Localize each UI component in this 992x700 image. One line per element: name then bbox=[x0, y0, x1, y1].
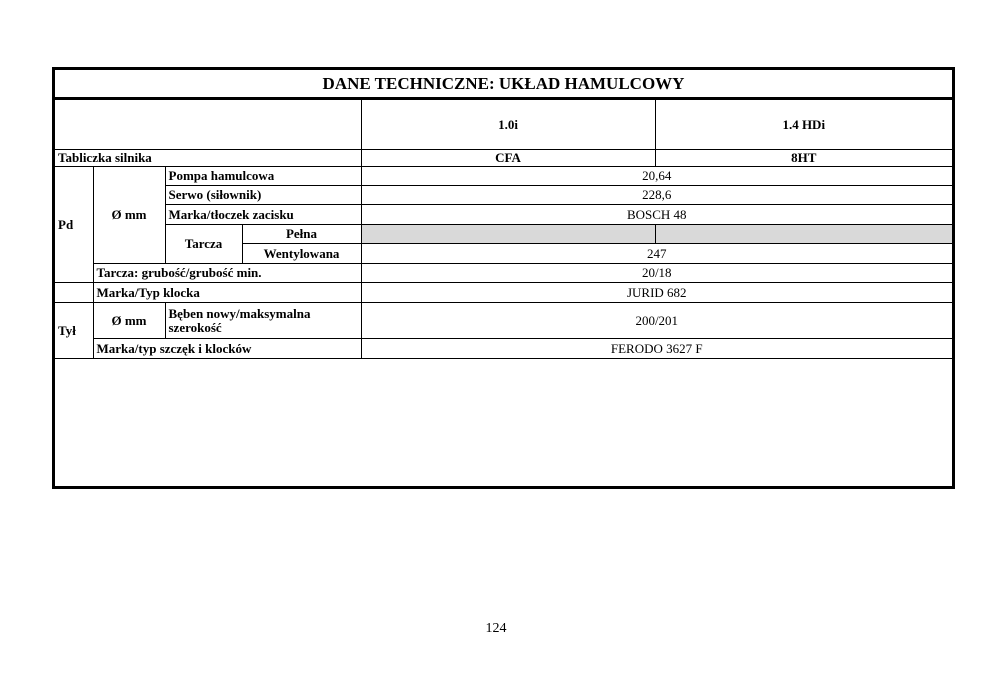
spacer-cell bbox=[55, 283, 93, 303]
engine-1-header: 1.0i bbox=[361, 100, 655, 150]
front-axle-label: Pd bbox=[55, 167, 93, 283]
table-row bbox=[55, 283, 952, 303]
table-row bbox=[55, 339, 952, 359]
table-row bbox=[55, 186, 952, 205]
engine-plate-label: Tabliczka silnika bbox=[55, 150, 361, 167]
front-diameter-label: Ø mm bbox=[93, 167, 165, 264]
caliper-label: Marka/tłoczek zacisku bbox=[165, 205, 361, 225]
servo-value: 228,6 bbox=[361, 186, 952, 205]
brake-spec-table-frame bbox=[52, 67, 955, 489]
header-blank-cell bbox=[55, 100, 361, 150]
disc-ventilated-label: Wentylowana bbox=[242, 244, 361, 264]
rear-axle-label: Tył bbox=[55, 303, 93, 359]
disc-solid-label: Pełna bbox=[242, 225, 361, 244]
shoes-label: Marka/typ szczęk i klocków bbox=[93, 339, 361, 359]
disc-ventilated-value: 247 bbox=[361, 244, 952, 264]
brake-spec-table bbox=[55, 99, 952, 359]
disc-solid-value-1 bbox=[361, 225, 655, 244]
pump-value: 20,64 bbox=[361, 167, 952, 186]
engine-plate-value-2: 8HT bbox=[655, 150, 952, 167]
drum-label: Bęben nowy/maksymalna szerokość bbox=[165, 303, 361, 339]
pump-label: Pompa hamulcowa bbox=[165, 167, 361, 186]
engine-plate-value-1: CFA bbox=[361, 150, 655, 167]
table-row bbox=[55, 225, 952, 244]
table-title: DANE TECHNICZNE: UKŁAD HAMULCOWY bbox=[55, 70, 952, 99]
table-row bbox=[55, 264, 952, 283]
shoes-value: FERODO 3627 F bbox=[361, 339, 952, 359]
table-row bbox=[55, 205, 952, 225]
servo-label: Serwo (siłownik) bbox=[165, 186, 361, 205]
thickness-value: 20/18 bbox=[361, 264, 952, 283]
engine-header-row bbox=[55, 100, 952, 150]
engine-plate-row bbox=[55, 150, 952, 167]
engine-2-header: 1.4 HDi bbox=[655, 100, 952, 150]
pads-value: JURID 682 bbox=[361, 283, 952, 303]
drum-value: 200/201 bbox=[361, 303, 952, 339]
caliper-value: BOSCH 48 bbox=[361, 205, 952, 225]
thickness-label: Tarcza: grubość/grubość min. bbox=[93, 264, 361, 283]
table-row bbox=[55, 167, 952, 186]
table-row bbox=[55, 303, 952, 339]
rear-diameter-label: Ø mm bbox=[93, 303, 165, 339]
disc-solid-value-2 bbox=[655, 225, 952, 244]
pads-label: Marka/Typ klocka bbox=[93, 283, 361, 303]
disc-label: Tarcza bbox=[165, 225, 242, 264]
page-number: 124 bbox=[485, 621, 507, 636]
